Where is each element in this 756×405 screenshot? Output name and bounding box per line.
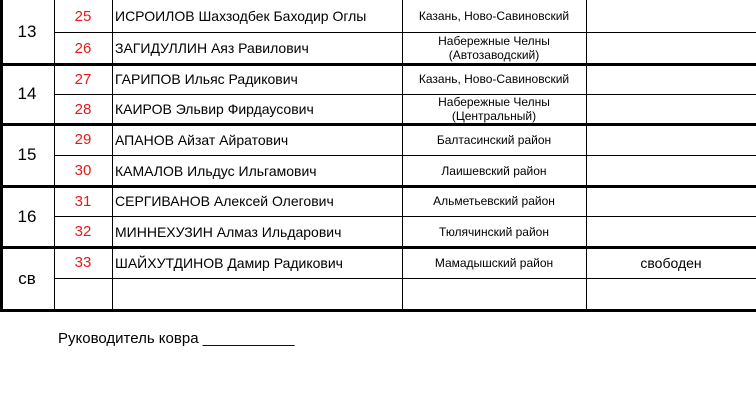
participant-number: 28 [74,100,92,118]
participant-name: ШАЙХУТДИНОВ Дамир Радикович [115,254,343,271]
column-divider [54,0,55,309]
participant-region: Лаишевский район [441,163,547,178]
group-number: 15 [17,145,37,164]
participant-name: ЗАГИДУЛЛИН Аяз Равилович [115,40,309,56]
group-divider [0,309,756,312]
column-divider [112,0,113,309]
participant-region: Казань, Ново-Савиновский [418,9,570,23]
mat-supervisor-signature-line: Руководитель ковра ___________ [58,330,295,347]
participant-name: СЕРГИВАНОВ Алексей Олегович [115,193,334,209]
participant-region: Балтасинский район [436,132,552,147]
table-left-border [0,0,3,309]
group-number: 14 [17,84,37,103]
participant-number: 25 [74,7,92,25]
column-divider [402,0,403,309]
participant-region: Тюлячинский район [439,224,549,239]
participant-number: 27 [74,70,92,88]
participant-name: ГАРИПОВ Ильяс Радикович [115,71,298,87]
participant-number: 30 [74,162,92,179]
group-number: 16 [17,206,37,226]
participant-number: 29 [74,131,92,148]
column-divider [586,0,587,309]
participant-number: 33 [74,254,92,271]
participant-number: 26 [74,39,92,57]
group-number: 13 [17,22,37,41]
participant-region: Казань, Ново-Савиновский [418,72,570,86]
participant-region: Мамадышский район [434,255,554,270]
participant-name: КАМАЛОВ Ильдус Ильгамович [115,162,317,179]
participant-note [586,278,756,310]
participant-number: 32 [74,223,92,240]
participant-region: Набережные Челны (Автозаводский) [438,34,550,62]
group-number: св [18,268,36,288]
participant-note [586,32,756,64]
participant-note: свободен [640,254,702,271]
participant-name: КАИРОВ Эльвир Фирдаусович [115,101,314,117]
participant-note [586,124,756,155]
participant-name [112,278,402,310]
participant-name: МИННЕХУЗИН Алмаз Ильдарович [115,223,342,240]
participant-note [586,94,756,124]
participant-note [586,64,756,94]
participant-number [54,278,112,310]
participant-note [586,216,756,247]
participant-region: Набережные Челны (Центральный) [438,95,550,123]
participant-note [586,155,756,186]
participant-region [406,278,582,310]
participant-region: Альметьевский район [433,194,555,208]
participant-note [586,0,756,32]
participant-note [586,186,756,216]
participant-name: АПАНОВ Айзат Айратович [115,131,289,148]
participant-name: ИСРОИЛОВ Шахзодбек Баходир Оглы [115,8,367,24]
participant-number: 31 [74,192,92,210]
